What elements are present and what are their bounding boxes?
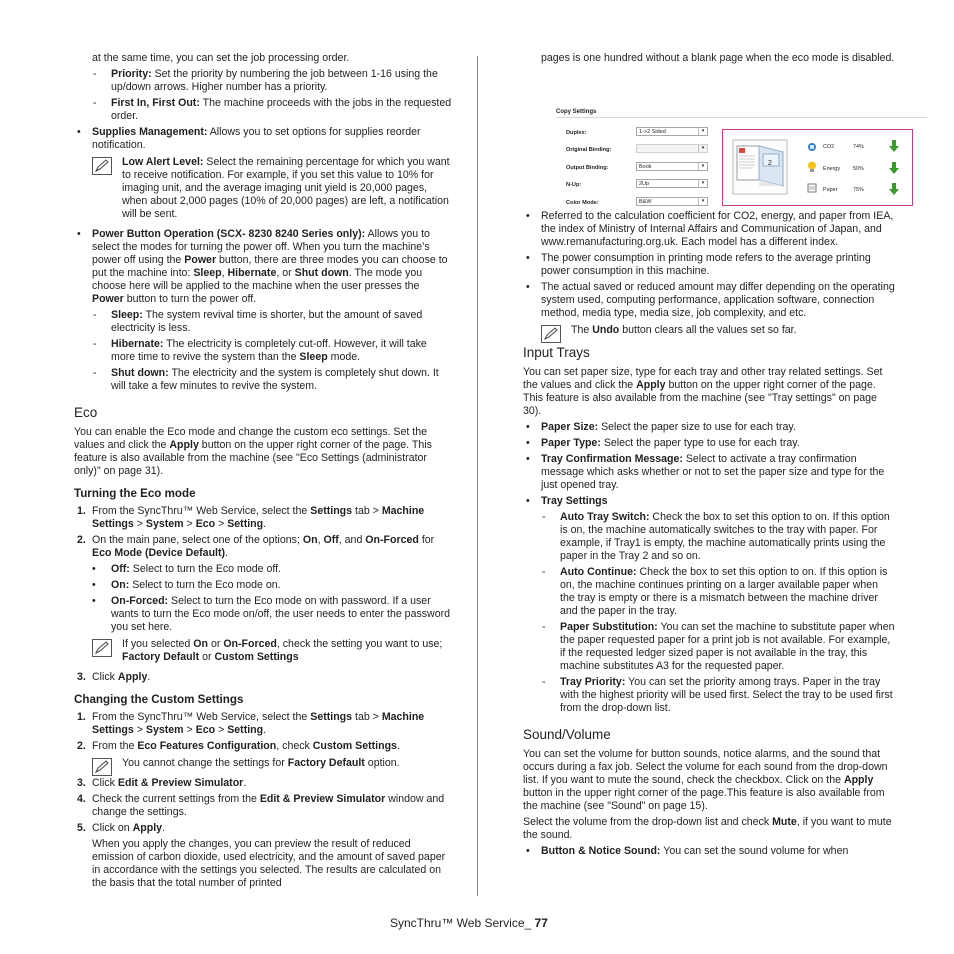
list-item: - Auto Continue: Check the box to set this option to on. If this option is on, the machine continues printing on a larger available paper when the tray is empty or there is a mismatch between the machine driver and the paper in the tray.	[542, 566, 888, 617]
list-item: - First In, First Out: The machine proceeds with the jobs in the requested order.	[93, 97, 452, 122]
arrow-down-icon	[889, 162, 899, 174]
sound-mute-paragraph: Select the volume from the drop-down list and check Mute, if you want to mute the sound.	[523, 816, 892, 841]
list-item: • Off: Select to turn the Eco mode off.	[92, 563, 281, 575]
arrow-down-icon	[889, 140, 899, 152]
note-pencil-icon	[541, 325, 561, 343]
energy-bulb-icon	[807, 161, 817, 173]
field-label: Duplex:	[566, 130, 587, 136]
list-item: • Paper Type: Select the paper type to use for each tray.	[526, 437, 800, 449]
list-item: - Priority: Set the priority by numbering the job between 1-16 using the up/down arrows. Higher number has a priority.	[93, 68, 438, 93]
list-item: • The power consumption in printing mode refers to the average printing power consumption in this machine.	[526, 252, 871, 277]
eco-row-label: Paper	[823, 187, 838, 193]
eco-row-value: 50%	[853, 166, 864, 172]
field-label: Output Binding:	[566, 165, 609, 171]
list-item: • Tray Confirmation Message: Select to activate a tray confirmation message which asks whether or not to set the paper size and type for the just opened tray.	[526, 453, 885, 491]
step-item: 1. From the SyncThru™ Web Service, select the Settings tab > Machine Settings > System > Eco > Setting.	[77, 711, 425, 736]
right-column	[523, 52, 895, 861]
note-block: The Undo button clears all the values set so far.	[523, 324, 895, 337]
step-item: 5. Click on Apply.	[77, 822, 166, 834]
list-item: • On: Select to turn the Eco mode on.	[92, 579, 281, 591]
list-item: • Power Button Operation (SCX- 8230 8240 Series only): Allows you to select the modes for turning the power off. When you turn the machine’s power off using the Power button, there are three modes you can choose to put the machine into: Sleep, Hibernate, or Shut down. The mode you choose here will be applied to the machine when the user presses the Power button to turn the power off.	[77, 228, 448, 305]
dropdown-arrow-icon: ▾	[698, 198, 707, 205]
section-heading-eco: Eco	[74, 405, 98, 420]
page-preview-icon	[731, 138, 789, 196]
note-block: Low Alert Level: Select the remaining percentage for which you want to receive notification. For example, if you set this value to 10% for imaging unit, and the average imaging unit yield is 20,000 pages, when about 2,000 pages (10% of 20,000 pages) are left, a notification will be sent.	[74, 156, 452, 221]
intro-text: at the same time, you can set the job processing order.	[92, 52, 350, 64]
simulator-paragraph: When you apply the changes, you can preview the result of reduced emission of carbon dioxide, used electricity, and the amount of saved paper in accordance with the settings you selected. The results are calculated on the basis that the total number of printed	[92, 838, 446, 889]
section-heading-sound-volume: Sound/Volume	[523, 727, 611, 742]
step-item: 3. Click Edit & Preview Simulator.	[77, 777, 247, 789]
field-label: N-Up:	[566, 182, 582, 188]
note-pencil-icon	[92, 758, 112, 776]
page-footer: SyncThru™ Web Service_ 77	[390, 916, 548, 930]
eco-row-value: 74%	[853, 144, 864, 150]
list-item: • Tray Settings	[526, 495, 608, 507]
duplex-select[interactable]: 1->2 Sided ▾	[636, 127, 708, 136]
list-item: • Paper Size: Select the paper size to use for each tray.	[526, 421, 796, 433]
list-item: - Tray Priority: You can set the priority among trays. Paper in the tray with the highest priority will be used first. Select the tray to be used first from the drop-down list.	[542, 676, 893, 714]
step-item: 3. Click Apply.	[77, 671, 151, 683]
list-item: • Supplies Management: Allows you to set options for supplies reorder notification.	[77, 126, 421, 151]
step-item: 4. Check the current settings from the Edit & Preview Simulator window and change the settings.	[77, 793, 445, 818]
co2-icon	[807, 142, 817, 152]
continued-text: pages is one hundred without a blank page when the eco mode is disabled.	[541, 52, 895, 64]
column-divider	[477, 56, 478, 896]
page-number: 77	[534, 916, 548, 930]
note-pencil-icon	[92, 157, 112, 175]
eco-preview-panel	[722, 129, 913, 206]
step-item: 2. From the Eco Features Configuration, check Custom Settings.	[77, 740, 400, 752]
step-item: 1. From the SyncThru™ Web Service, select the Settings tab > Machine Settings > System > Eco > Setting.	[77, 505, 425, 530]
list-item: • The actual saved or reduced amount may differ depending on the operating system used, computing performance, application software, connection method, media type, media size, job complexity, and etc.	[526, 281, 895, 319]
list-item: - Shut down: The electricity and the system is completely shut down. It will take a few minutes to revive the system.	[93, 367, 439, 392]
preview-page-number: 2	[768, 160, 772, 167]
n-up-select[interactable]: 2Up ▾	[636, 179, 708, 188]
step-item: 2. On the main pane, select one of the options; On, Off, and On-Forced for Eco Mode (Device Default).	[77, 534, 435, 559]
subheading-changing-custom: Changing the Custom Settings	[74, 693, 244, 706]
title-rule	[556, 117, 927, 118]
note-block: You cannot change the settings for Factory Default option.	[74, 757, 452, 770]
dropdown-arrow-icon: ▾	[698, 145, 707, 152]
eco-row-label: Energy	[823, 166, 841, 172]
copy-settings-title: Copy Settings	[556, 109, 597, 115]
paper-icon	[807, 183, 817, 193]
list-item: - Sleep: The system revival time is shorter, but the amount of saved electricity is less.	[93, 309, 423, 334]
list-item: - Auto Tray Switch: Check the box to set this option to on. If this option is on, the machine automatically switches to the tray with paper. For example, if Tray1 is empty, the machine automatically prints using the paper in the Tray 2 and so on.	[542, 511, 890, 562]
field-label: Color Mode:	[566, 200, 599, 206]
color-mode-select[interactable]: B&W ▾	[636, 197, 708, 206]
eco-row-value: 75%	[853, 187, 864, 193]
list-item: • Button & Notice Sound: You can set the sound volume for when	[526, 845, 849, 857]
list-item: • Referred to the calculation coefficient for CO2, energy, and paper from IEA, the index of Ministry of Internal Affairs and Communication of Japan, and www.remanufacturing.org.uk. Each model has a different index.	[526, 210, 894, 248]
left-column	[74, 52, 452, 893]
note-pencil-icon	[92, 639, 112, 657]
dropdown-arrow-icon: ▾	[698, 128, 707, 135]
dropdown-arrow-icon: ▾	[698, 180, 707, 187]
input-trays-paragraph: You can set paper size, type for each tray and other tray related settings. Set the values and click the Apply button on the upper right corner of the page. This feature is also available from the machine (see "Tray settings" on page 30).	[523, 366, 883, 417]
original-binding-select[interactable]	[636, 144, 708, 153]
arrow-down-icon	[889, 183, 899, 195]
list-item: - Paper Substitution: You can set the machine to substitute paper when the paper requested paper for a print job is not available. For example, if the requested ledger sized paper is not available in the tray, this machine substitutes A3 for the requested paper.	[542, 621, 895, 672]
field-label: Original Binding:	[566, 147, 612, 153]
subheading-turning-eco: Turning the Eco mode	[74, 487, 196, 500]
list-item: - Hibernate: The electricity is completely cut-off. However, it will take more time to revive the system than the Sleep mode.	[93, 338, 427, 363]
eco-row-label: CO2	[823, 144, 835, 150]
note-block: If you selected On or On-Forced, check the setting you want to use; Factory Default or Custom Settings	[74, 638, 452, 664]
section-heading-input-trays: Input Trays	[523, 345, 590, 360]
sound-paragraph: You can set the volume for button sounds, notice alarms, and the sound that occurs during a fax job. Select the volume for each sound from the drop-down list. If you want to mute the sound, check the checkbox. Click on the Apply button in the upper right corner of the page.This feature is also available from the machine (see "Sound" on page 15).	[523, 748, 888, 812]
list-item: • On-Forced: Select to turn the Eco mode on with password. If a user wants to turn the Eco mode on/off, the user needs to enter the password you set here.	[92, 595, 451, 633]
dropdown-arrow-icon: ▾	[698, 163, 707, 170]
output-binding-select[interactable]: Book ▾	[636, 162, 708, 171]
eco-paragraph: You can enable the Eco mode and change the custom eco settings. Set the values and click the Apply button on the upper right corner of the page. This feature is also available from the machine (see "Eco Settings (administrator only)" on page 31).	[74, 426, 432, 477]
